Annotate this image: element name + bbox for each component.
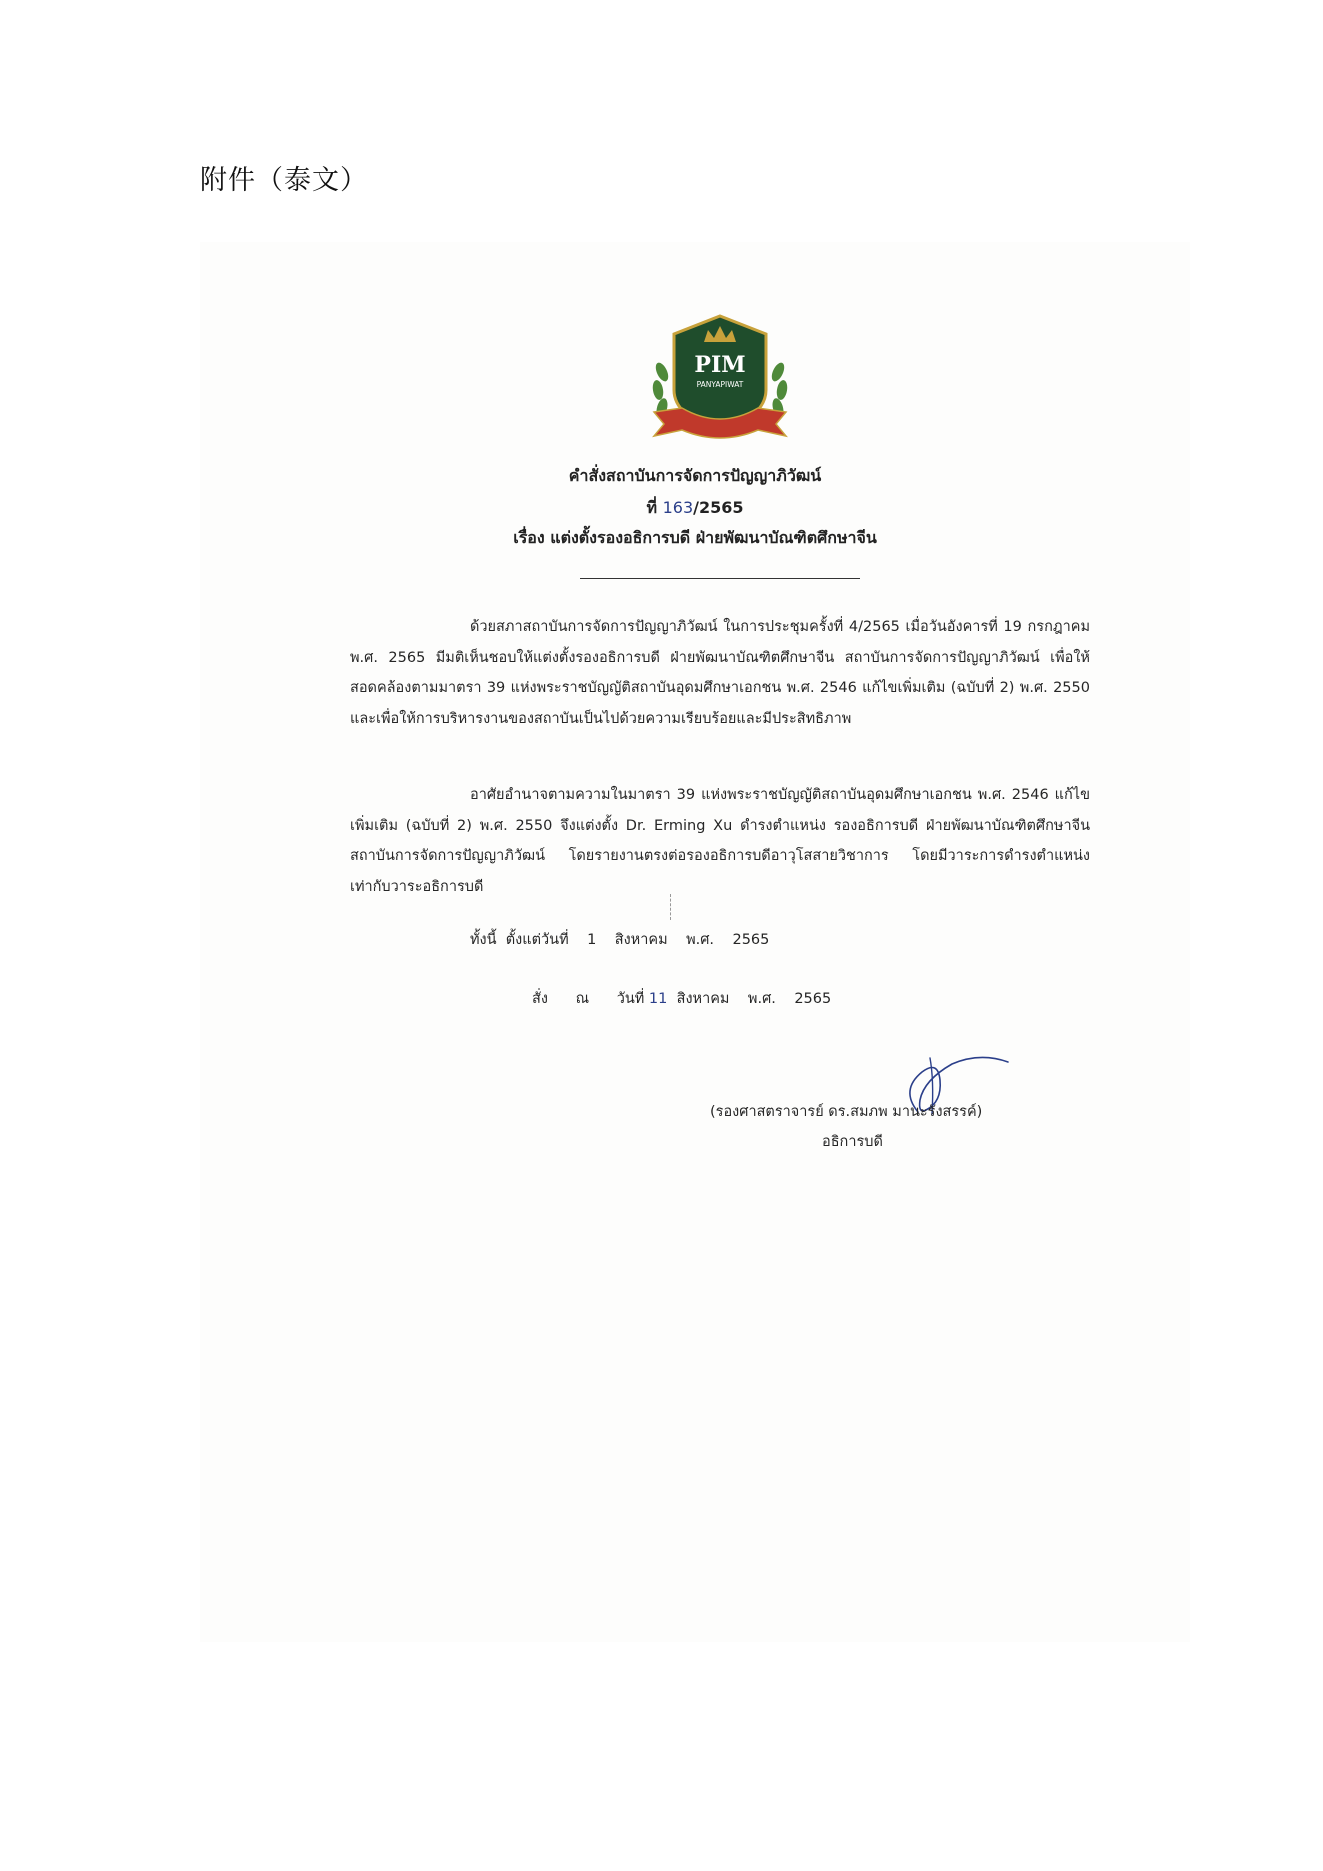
body-paragraph-2: อาศัยอำนาจตามความในมาตรา 39 แห่งพระราชบัญญัติสถาบันอุดมศึกษาเอกชน พ.ศ. 2546 แก้ไขเพิ่มเติม (ฉบับที่ 2) พ.ศ. 2550 จึงแต่งตั้ง Dr. Erming Xu ดำรงตำแหน่ง รองอธิการบดี ฝ่ายพัฒนาบัณฑิตศึกษาจีน สถาบันการจัดการปัญญาภิวัฒน์ โดยรายงานตรงต่อรองอธิการบดีอาวุโสสายวิชาการ โดยมีวาระการดำรงตำแหน่งเท่ากับวาระอธิการบดี bbox=[350, 787, 1090, 895]
order-title: คำสั่งสถาบันการจัดการปัญญาภิวัฒน์ bbox=[568, 466, 822, 485]
order-subject: เรื่อง แต่งตั้งรองอธิการบดี ฝ่ายพัฒนาบัณฑิตศึกษาจีน bbox=[513, 528, 877, 547]
order-number-prefix: ที่ bbox=[646, 498, 663, 517]
body-paragraph-1: ด้วยสภาสถาบันการจัดการปัญญาภิวัฒน์ ในการประชุมครั้งที่ 4/2565 เมื่อวันอังคารที่ 19 กรกฎาคม พ.ศ. 2565 มีมติเห็นชอบให้แต่งตั้งรองอธิการบดี ฝ่ายพัฒนาบัณฑิตศึกษาจีน สถาบันการจัดการปัญญาภิวัฒน์ เพื่อให้สอดคล้องตามมาตรา 39 แห่งพระราชบัญญัติสถาบันอุดมศึกษาเอกชน พ.ศ. 2546 แก้ไขเพิ่มเติม (ฉบับที่ 2) พ.ศ. 2550 และเพื่อให้การบริหารงานของสถาบันเป็นไปด้วยความเรียบร้อยและมีประสิทธิภาพ bbox=[350, 619, 1090, 727]
order-number-suffix: /2565 bbox=[693, 498, 744, 517]
signed-date-suffix: สิงหาคม พ.ศ. 2565 bbox=[667, 991, 832, 1007]
effective-date: ทั้งนี้ ตั้งแต่วันที่ 1 สิงหาคม พ.ศ. 2565 bbox=[470, 932, 770, 948]
heading-divider bbox=[580, 578, 860, 579]
scanned-document bbox=[200, 242, 1190, 1642]
fold-mark bbox=[670, 894, 671, 920]
signed-date-prefix: สั่ง ณ วันที่ bbox=[532, 991, 649, 1007]
annex-label: 附件（泰文） bbox=[200, 165, 368, 196]
signed-date bbox=[532, 987, 831, 1010]
signed-day: 11 bbox=[648, 991, 668, 1007]
signer-title: อธิการบดี bbox=[822, 1134, 883, 1150]
signer-name: (รองศาสตราจารย์ ดร.สมภพ มานะรังสรรค์) bbox=[710, 1104, 983, 1120]
order-number-line bbox=[200, 496, 1190, 521]
logo-sub-text: PANYAPIWAT bbox=[696, 380, 744, 389]
order-number: 163 bbox=[662, 498, 694, 517]
logo-main-text: PIM bbox=[694, 352, 746, 378]
pim-logo bbox=[648, 312, 792, 446]
